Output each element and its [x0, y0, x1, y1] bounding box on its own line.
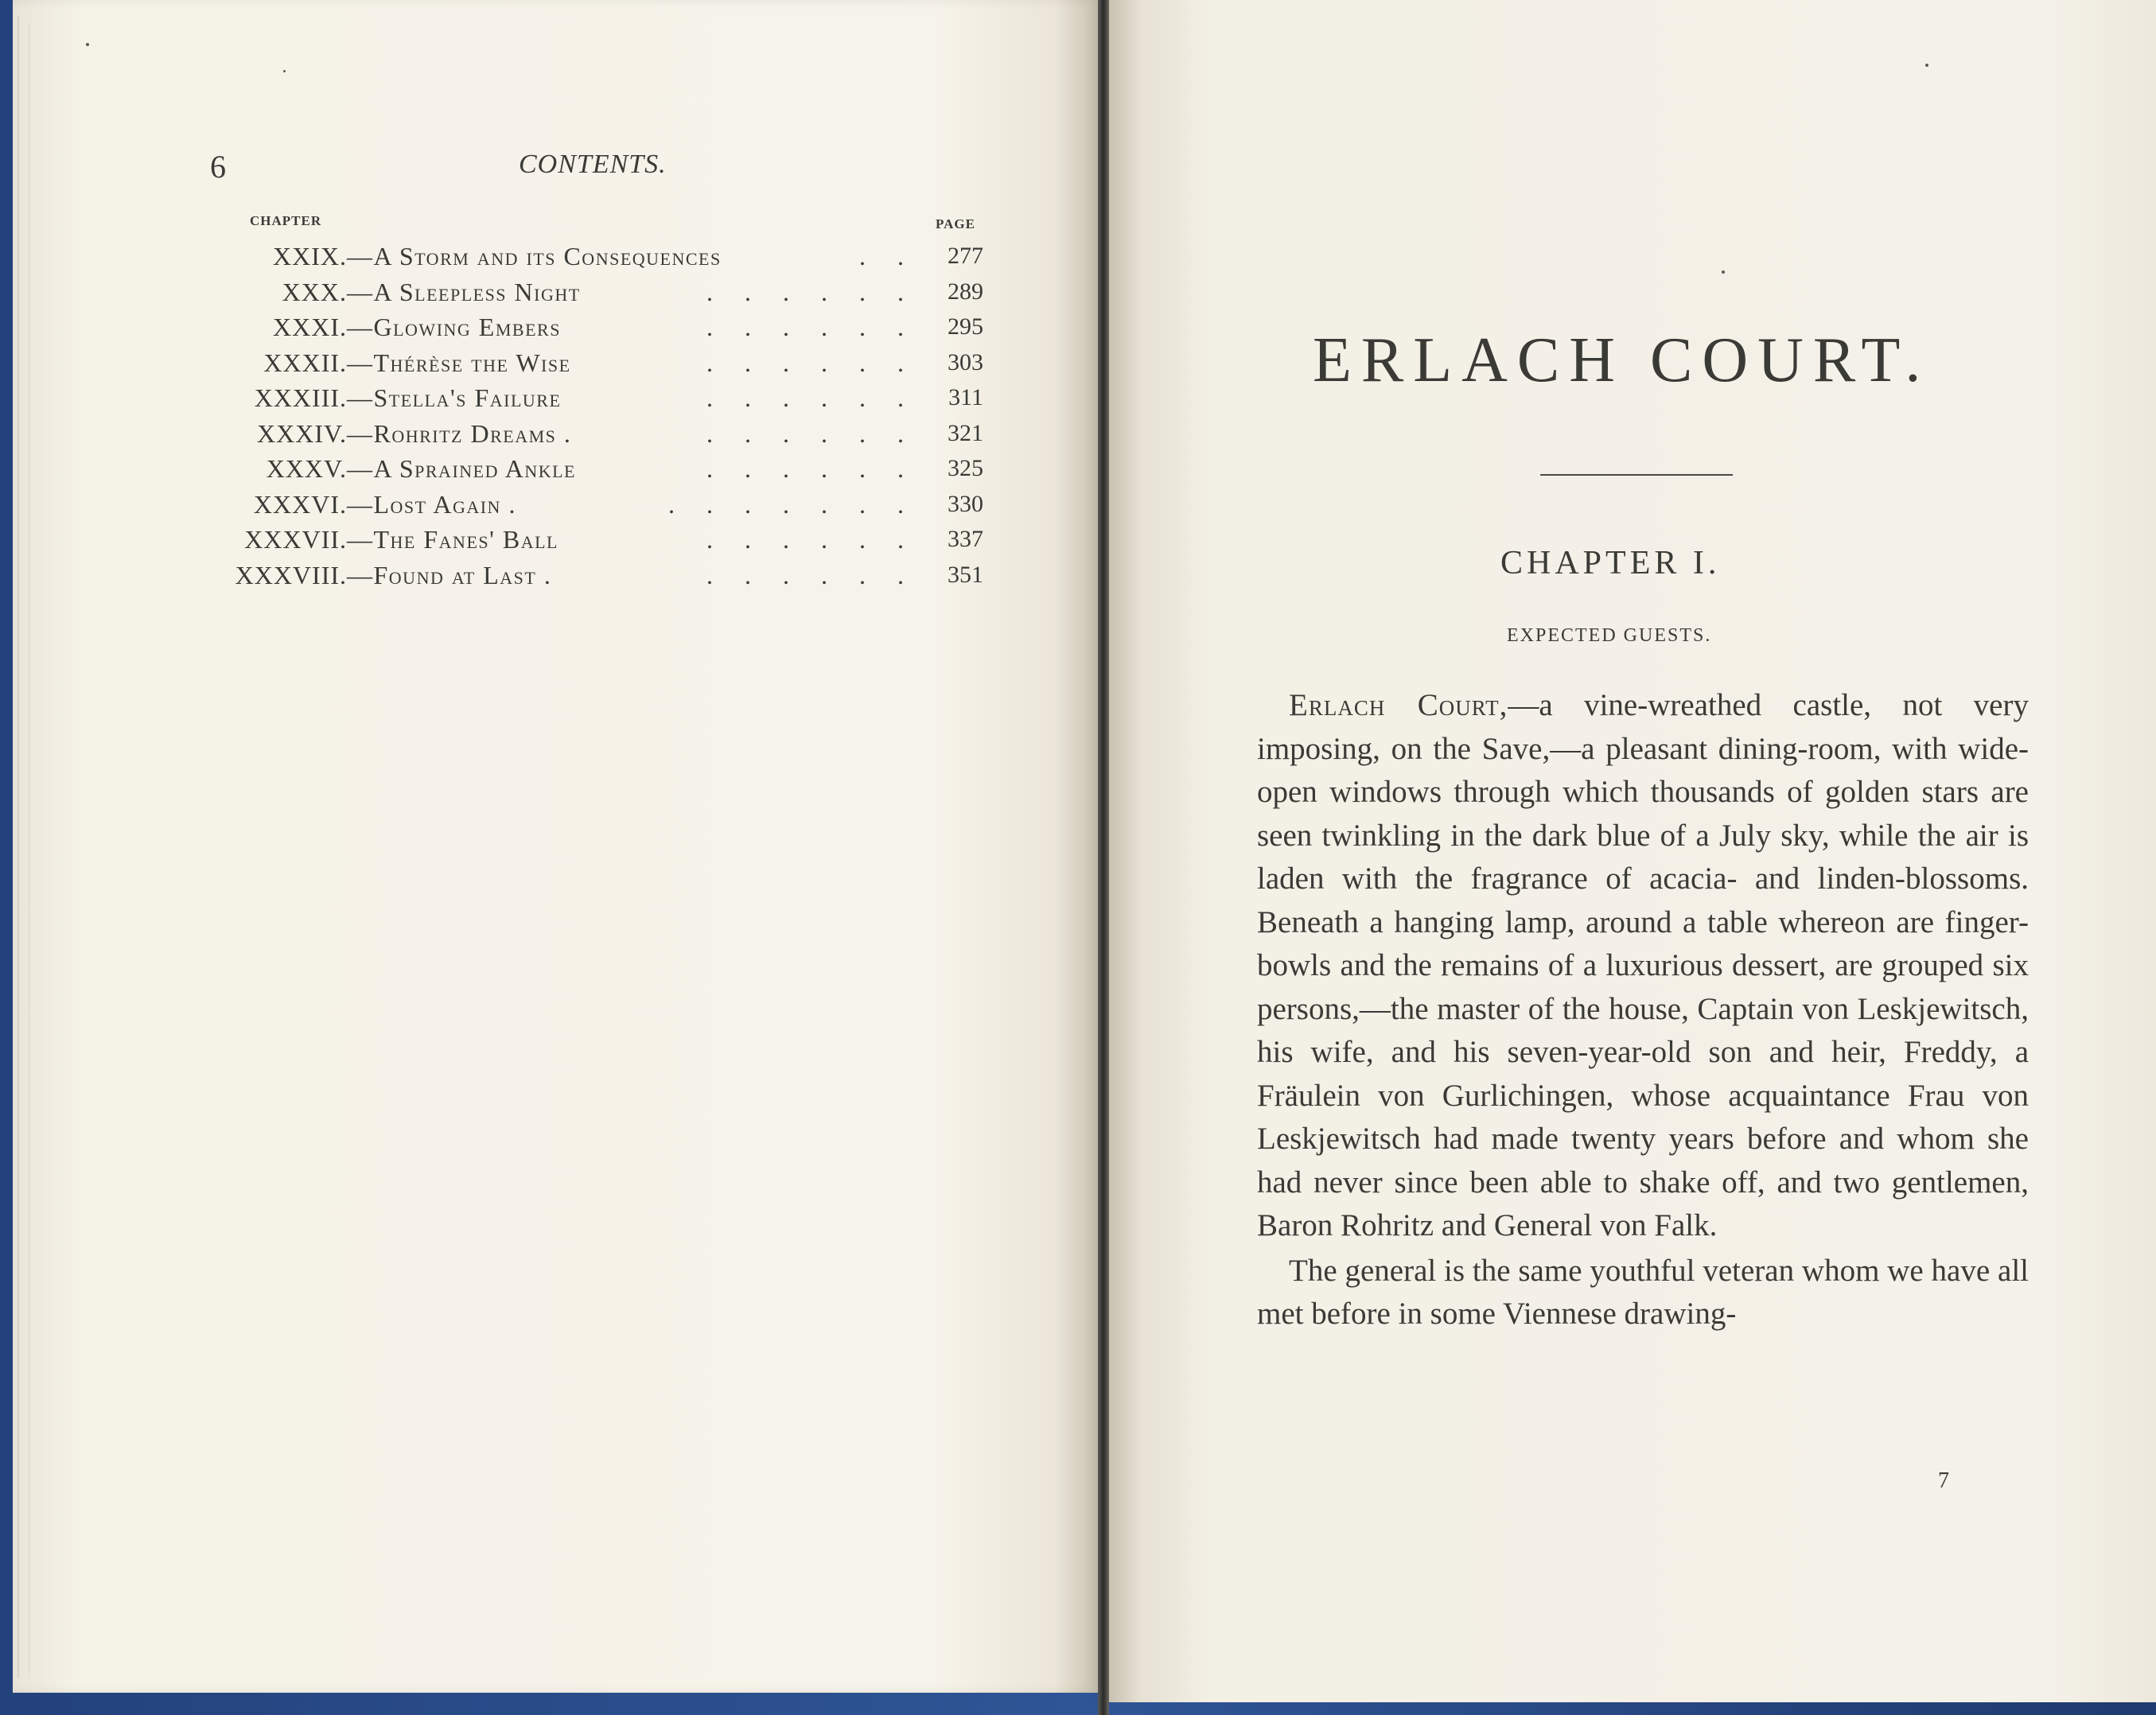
paper-speck: [86, 43, 89, 46]
toc-page-number: 289: [948, 278, 983, 305]
toc-chapter-title: —Thérèse the Wise: [347, 348, 571, 377]
toc-chapter-number: XXXIV.: [257, 418, 347, 448]
toc-leader-dots: . . . . . .: [706, 418, 904, 448]
toc-page-number: 325: [948, 455, 983, 481]
toc-leader-dots: . . . . . .: [706, 525, 904, 554]
toc-chapter-title: —Lost Again .: [347, 489, 516, 519]
chapter-heading: CHAPTER I.: [1500, 545, 1721, 581]
toc-leader-dots: . . . . . .: [706, 454, 904, 483]
book-gutter: [1098, 0, 1109, 1715]
toc-entry: [13, 347, 1047, 379]
toc-chapter-number: XXXVII.: [244, 525, 347, 554]
chapter-title: EXPECTED GUESTS.: [1507, 625, 1712, 646]
toc-entry: [13, 311, 1047, 343]
right-page-number: 7: [1938, 1468, 1949, 1493]
toc-entry: [13, 453, 1047, 484]
toc-page-number: 337: [948, 526, 983, 552]
toc-chapter-number: XXX.: [282, 277, 347, 306]
toc-entry: [13, 488, 1047, 520]
toc-chapter-number: XXXVIII.: [235, 560, 347, 589]
toc-chapter-title: —Rohritz Dreams .: [347, 418, 572, 448]
toc-chapter-number: XXXVI.: [253, 489, 347, 519]
paper-speck: [1722, 270, 1725, 274]
left-page-number: 6: [210, 149, 226, 185]
body-text: [1257, 684, 2029, 1336]
toc-chapter-number: XXXIII.: [254, 383, 347, 412]
toc-page-number: 351: [948, 561, 983, 588]
left-page: [13, 0, 1098, 1693]
toc-entry: [13, 240, 1047, 272]
toc-chapter-column-label: CHAPTER: [250, 213, 322, 228]
toc-leader-dots: . . . . . .: [706, 560, 904, 589]
toc-chapter-number: XXXV.: [266, 454, 347, 483]
toc-chapter-title: —Found at Last .: [347, 560, 552, 589]
toc-page-number: 277: [948, 243, 983, 269]
toc-entry: [13, 276, 1047, 308]
running-head: CONTENTS.: [519, 150, 667, 179]
toc-entry: [13, 418, 1047, 449]
toc-chapter-title: —Stella's Failure: [347, 383, 562, 412]
toc-chapter-title: —A Sprained Ankle: [347, 454, 576, 483]
toc-chapter-title: —A Sleepless Night: [347, 277, 581, 306]
toc-leader-dots: . . . . . .: [706, 348, 904, 377]
toc-page-column-label: PAGE: [936, 216, 975, 231]
toc-entry: [13, 523, 1047, 555]
toc-entry: [13, 382, 1047, 414]
toc-leader-dots: . . . . . .: [706, 277, 904, 306]
toc-chapter-number: XXIX.: [273, 242, 347, 270]
toc-page-number: 295: [948, 313, 983, 340]
toc-chapter-title: —The Fanes' Ball: [347, 525, 558, 554]
paper-speck: [1925, 64, 1928, 67]
toc-page-number: 311: [948, 384, 983, 410]
toc-leader-dots: . . . . . .: [706, 313, 904, 341]
toc-page-number: 330: [948, 490, 983, 517]
paper-speck: [283, 70, 286, 72]
paragraph: [1257, 684, 2029, 1248]
toc-page-number: 303: [948, 348, 983, 375]
paragraph-text: —a vine-wreathed castle, not very imposing, on the Save,—a pleasant dining-room, with wide-open windows through which thousands of golden stars are seen twinkling in the dark blue of a July sky, while the air is laden with the fragrance of acacia- and linden-blossoms. Beneath a hanging lamp, around a table whereon are finger-bowls and the remains of a luxurious dessert, are grouped six persons,—the master of the house, Captain von Leskjewitsch, his wife, and his seven-year-old son and heir, Freddy, a Fräulein von Gurlichingen, whose acquaintance Frau von Leskjewitsch had made twenty years before and whom she had never since been able to shake off, and two gentlemen, Baron Rohritz and General von Falk.: [1257, 688, 2029, 1242]
toc-chapter-number: XXXI.: [273, 313, 347, 341]
toc-leader-dots: . .: [859, 242, 904, 270]
toc-chapter-title: —A Storm and its Consequences: [347, 242, 722, 270]
toc-chapter-number: XXXII.: [263, 348, 347, 377]
paragraph: [1257, 1250, 2029, 1336]
paragraph-text: The general is the same youthful veteran whom we have all met before in some Viennese drawing-: [1257, 1253, 2029, 1331]
toc-page-number: 321: [948, 419, 983, 446]
book-title: ERLACH COURT.: [1313, 325, 1931, 395]
toc-chapter-title: —Glowing Embers: [347, 313, 561, 341]
toc-leader-dots: . . . . . .: [706, 383, 904, 412]
paragraph-lead: Erlach Court,: [1289, 688, 1508, 722]
title-rule: [1540, 474, 1733, 476]
toc-entry: [13, 559, 1047, 591]
toc-leader-dots: . . . . . . .: [668, 489, 904, 519]
